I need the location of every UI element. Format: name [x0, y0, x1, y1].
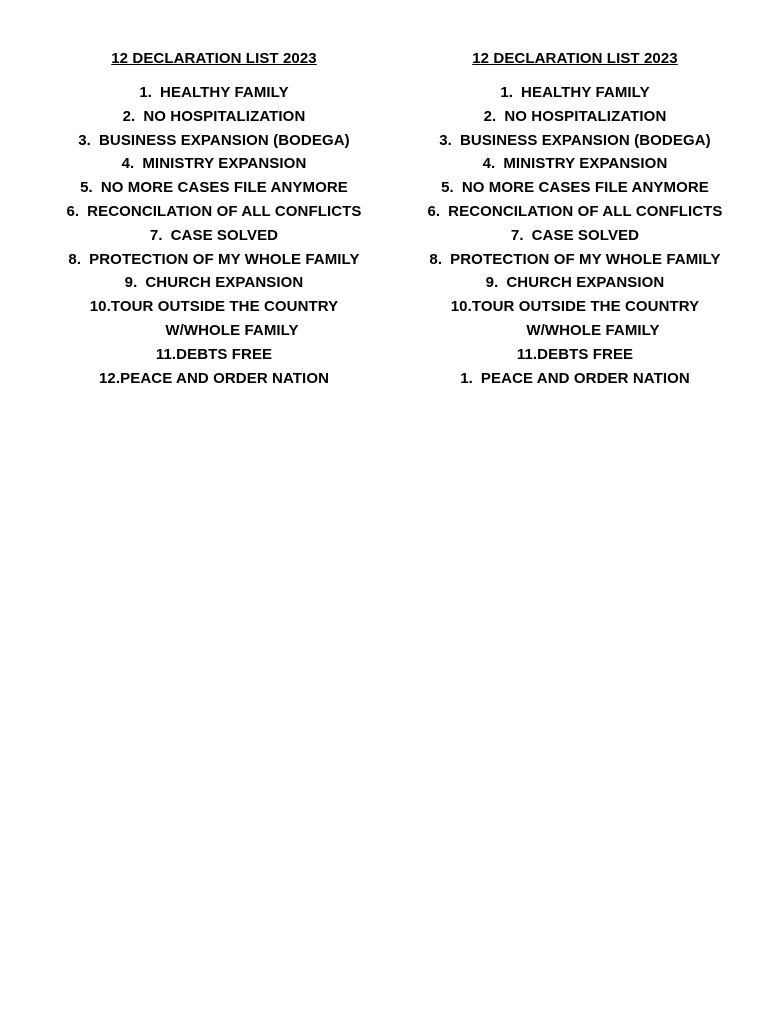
item-text: HEALTHY FAMILY — [160, 84, 289, 101]
item-number: 6. — [66, 202, 80, 220]
item-number: 10. — [450, 298, 472, 316]
item-number: 11. — [516, 345, 538, 363]
item-text: RECONCILATION OF ALL CONFLICTS — [87, 202, 362, 220]
item-number: 5. — [441, 179, 454, 197]
list-item — [395, 271, 755, 295]
declaration-list — [395, 81, 755, 390]
list-item — [34, 81, 394, 105]
item-number: 9. — [485, 274, 499, 292]
item-number: 1. — [460, 369, 473, 387]
list-item — [34, 176, 394, 200]
declaration-list-right — [395, 48, 755, 390]
list-item — [34, 295, 394, 319]
list-item — [395, 81, 755, 105]
list-item — [34, 200, 394, 224]
item-number: 1. — [500, 84, 514, 101]
declaration-list-left — [34, 48, 394, 390]
item-number: 12. — [98, 369, 121, 387]
item-number: 3. — [439, 131, 452, 149]
list-title: 12 DECLARATION LIST 2023 — [472, 50, 678, 67]
item-text: MINISTRY EXPANSION — [142, 155, 307, 173]
item-text: W/WHOLE FAMILY — [165, 321, 299, 339]
item-number: 4. — [482, 155, 496, 173]
list-item — [34, 271, 394, 295]
item-number: 8. — [68, 250, 82, 268]
list-item — [34, 105, 394, 129]
list-item-continuation — [395, 319, 755, 343]
list-item — [395, 152, 755, 176]
item-text: PEACE AND ORDER NATION — [120, 369, 330, 387]
item-text: TOUR OUTSIDE THE COUNTRY — [110, 298, 339, 316]
list-title: 12 DECLARATION LIST 2023 — [111, 50, 317, 67]
item-number: 7. — [149, 226, 163, 244]
item-number: 9. — [124, 274, 138, 292]
list-item — [395, 295, 755, 319]
item-text: NO HOSPITALIZATION — [143, 107, 306, 125]
item-number: 10. — [89, 298, 111, 316]
list-item — [34, 367, 394, 391]
item-number: 1. — [139, 84, 153, 101]
item-number: 6. — [427, 202, 441, 220]
list-item — [34, 152, 394, 176]
item-number: 3. — [78, 131, 91, 149]
list-item — [395, 105, 755, 129]
item-number: 4. — [121, 155, 135, 173]
item-text: DEBTS FREE — [176, 345, 273, 363]
list-item — [34, 129, 394, 153]
item-text: NO HOSPITALIZATION — [504, 107, 667, 125]
item-text: PROTECTION OF MY WHOLE FAMILY — [89, 250, 360, 268]
item-number: 11. — [155, 345, 177, 363]
list-item — [34, 248, 394, 272]
list-item — [395, 248, 755, 272]
item-text: PROTECTION OF MY WHOLE FAMILY — [450, 250, 721, 268]
list-item-continuation — [34, 319, 394, 343]
item-number: 2. — [122, 107, 136, 125]
item-text: CASE SOLVED — [531, 226, 640, 244]
item-number: 2. — [483, 107, 497, 125]
item-text: RECONCILATION OF ALL CONFLICTS — [448, 202, 723, 220]
list-item — [395, 224, 755, 248]
list-item — [395, 200, 755, 224]
item-text: CHURCH EXPANSION — [145, 274, 304, 292]
item-text: W/WHOLE FAMILY — [526, 321, 660, 339]
item-text: TOUR OUTSIDE THE COUNTRY — [471, 298, 700, 316]
item-text: CASE SOLVED — [170, 226, 279, 244]
list-item — [395, 176, 755, 200]
item-number: 5. — [80, 179, 93, 197]
list-item — [395, 343, 755, 367]
item-text: BUSINESS EXPANSION (BODEGA) — [459, 131, 711, 149]
list-item — [34, 224, 394, 248]
item-text: BUSINESS EXPANSION (BODEGA) — [98, 131, 350, 149]
item-text: NO MORE CASES FILE ANYMORE — [100, 179, 348, 197]
item-text: DEBTS FREE — [537, 345, 634, 363]
item-number: 7. — [510, 226, 524, 244]
item-text: CHURCH EXPANSION — [506, 274, 665, 292]
list-item — [34, 343, 394, 367]
item-text: NO MORE CASES FILE ANYMORE — [461, 179, 709, 197]
item-number: 8. — [429, 250, 443, 268]
list-item — [395, 129, 755, 153]
item-text: HEALTHY FAMILY — [521, 84, 650, 101]
list-item — [395, 367, 755, 391]
item-text: PEACE AND ORDER NATION — [480, 369, 690, 387]
item-text: MINISTRY EXPANSION — [503, 155, 668, 173]
declaration-list — [34, 81, 394, 390]
